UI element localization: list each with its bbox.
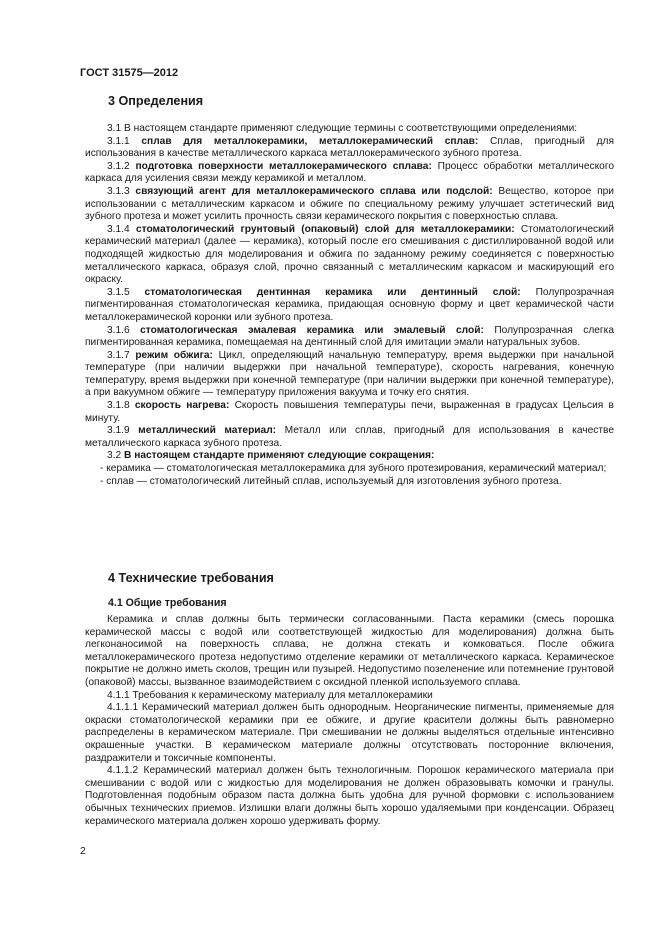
term-definition: Скорость повышения температуры печи, выраженная в градусах Цельсия в минуту. <box>85 400 614 424</box>
term-3-1-7 <box>85 350 614 400</box>
abbreviation-2: - сплав — стоматологический литейный сплав, используемый для изготовления зубного протеза. <box>100 475 562 487</box>
section-4-heading: 4 Технические требования <box>108 571 274 585</box>
term-number: 3.1.7 <box>107 349 136 361</box>
term-definition: Стоматологический керамический материал (далее — керамика), который после его смешивания с дистиллированной водой или подходящей жидкостью для моделирования и обжига по заданному режиму соединяется с поверхностью металлического каркаса, образуя слой, прочно связанный с металлическим каркасом и маскирующий его окраску. <box>85 223 614 286</box>
term-name: стоматологический грунтовый (опаковый) слой для металлокерамики: <box>135 223 515 235</box>
term-name: подготовка поверхности металлокерамического сплава: <box>135 160 432 172</box>
term-number: 3.1.9 <box>107 425 139 437</box>
term-name: стоматологическая эмалевая керамика или эмалевый слой: <box>140 324 484 336</box>
term-number: 3.1.1 <box>107 135 142 147</box>
abbreviation-1: - керамика — стоматологическая металлокерамика для зубного протезирования, керамический материал; <box>100 463 607 475</box>
term-3-1-5 <box>85 287 614 325</box>
paragraph-number: 3.2 <box>107 450 124 462</box>
term-3-1-4 <box>85 224 614 287</box>
term-number: 3.1.6 <box>107 324 141 336</box>
term-definition: Вещество, которое при использовании с металлическим каркасом и обжиге по специальному режиму улучшает эстетический вид зубного протеза и может усилить прочность связи керамического покрытия с поверхностью сплава. <box>85 185 614 223</box>
section-3-body <box>85 123 614 488</box>
term-definition: Металл или сплав, пригодный для использования в качестве металлического каркаса зубного протеза. <box>85 425 614 449</box>
term-name: режим обжига: <box>135 349 213 361</box>
term-name: стоматологическая дентинная керамика или дентинный слой: <box>144 286 521 298</box>
subsection-4-1-heading: 4.1 Общие требования <box>108 597 227 609</box>
standard-id: ГОСТ 31575—2012 <box>80 67 179 79</box>
section-3-heading: 3 Определения <box>108 94 204 108</box>
term-number: 3.1.3 <box>107 185 136 197</box>
term-3-1-8 <box>85 400 614 425</box>
term-3-1-3 <box>85 186 614 224</box>
term-name: сплав для металлокерамики, металлокерамический сплав: <box>141 135 479 147</box>
term-definition: Полупрозрачная слегка пигментированная керамика, помещаемая на дентинный слой для имитации эмали натуральных зубов. <box>85 324 614 349</box>
paragraph-lead: В настоящем стандарте применяют следующие сокращения: <box>124 450 435 462</box>
term-number: 3.1.4 <box>107 223 136 235</box>
term-definition: Сплав, пригодный для использования в качестве металлического каркаса металлокерамического зубного протеза. <box>85 135 615 160</box>
term-3-1-6 <box>85 325 614 350</box>
paragraph-4-1: Керамика и сплав должны быть термически согласованными. Паста керамики (смесь порошка керамической массы с водой или соответствующей жидкостью для моделирования) должна быть легконаносимой на поверхность сплава, не должна стекать и комковаться. После обжига металлокерамического протеза недопустимо отделение керамики от металлического каркаса. Керамическое покрытие не должно иметь сколов, трещин или пузырей. Недопустимо позеленение или потемнение грунтовой (опаковой) массы, вызванное взаимодействием с оксидной пленкой используемого сплава. <box>85 614 614 688</box>
paragraph-3-2 <box>85 450 614 463</box>
term-number: 3.1.2 <box>107 160 136 172</box>
term-number: 3.1.8 <box>107 400 135 412</box>
term-definition: Цикл, определяющий начальную температуру, время выдержки при начальной температуре (при наличии выдержки при начальной температуре), скорость нагревания, конечную температуру, время выдержки при конечной температуре (при наличии выдержки при конечной температуре), а при вакуумном обжиге — температуру приложения вакуума и точку его снятия. <box>85 349 614 399</box>
term-3-1-9 <box>85 425 614 450</box>
page-number: 2 <box>80 845 86 857</box>
paragraph-4-1-1-1: 4.1.1.1 Керамический материал должен быть однородным. Неорганические пигменты, применяемые для окраски стоматологической керамики при ее обжиге, и другие красители должны быть равномерно распределены в керамическом материале. При смешивании не должны выделяться отдельные интенсивно окрашенные участки. В керамическом материале должны отсутствовать посторонние включения, раздражители и токсичные компоненты. <box>85 702 614 764</box>
term-definition: Полупрозрачная пигментированная стоматологическая керамика, придающая основную форму и цвет керамической части металлокерамической коронки или зубного протеза. <box>85 286 614 323</box>
paragraph-3-1: 3.1 В настоящем стандарте применяют следующие термины с соответствующими определениями: <box>107 123 578 134</box>
term-number: 3.1.5 <box>107 286 145 298</box>
paragraph-4-1-1-2: 4.1.1.2 Керамический материал должен быть технологичным. Порошок керамического материала при смешивании с водой или с жидкостью для моделирования не должен образовывать комочки и гранулы. Подготовленная подобным образом паста должна быть удобна для ручной формовки с использованием обычных технических приемов. Излишки влаги должны быть хорошо удаляемыми при конденсации. Образец керамического материала должен хорошо удерживать форму. <box>85 765 614 827</box>
term-name: скорость нагрева: <box>134 400 230 412</box>
paragraph-4-1-1: 4.1.1 Требования к керамическому материалу для металлокерамики <box>107 689 433 701</box>
term-3-1-1 <box>85 136 614 161</box>
term-name: металлический материал: <box>138 425 277 437</box>
term-3-1-2 <box>85 161 614 186</box>
term-name: связующий агент для металлокерамического сплава или подслой: <box>135 185 493 197</box>
term-definition: Процесс обработки металлического каркаса для усиления связи между керамикой и металлом. <box>85 160 614 185</box>
section-4-body <box>85 614 614 828</box>
